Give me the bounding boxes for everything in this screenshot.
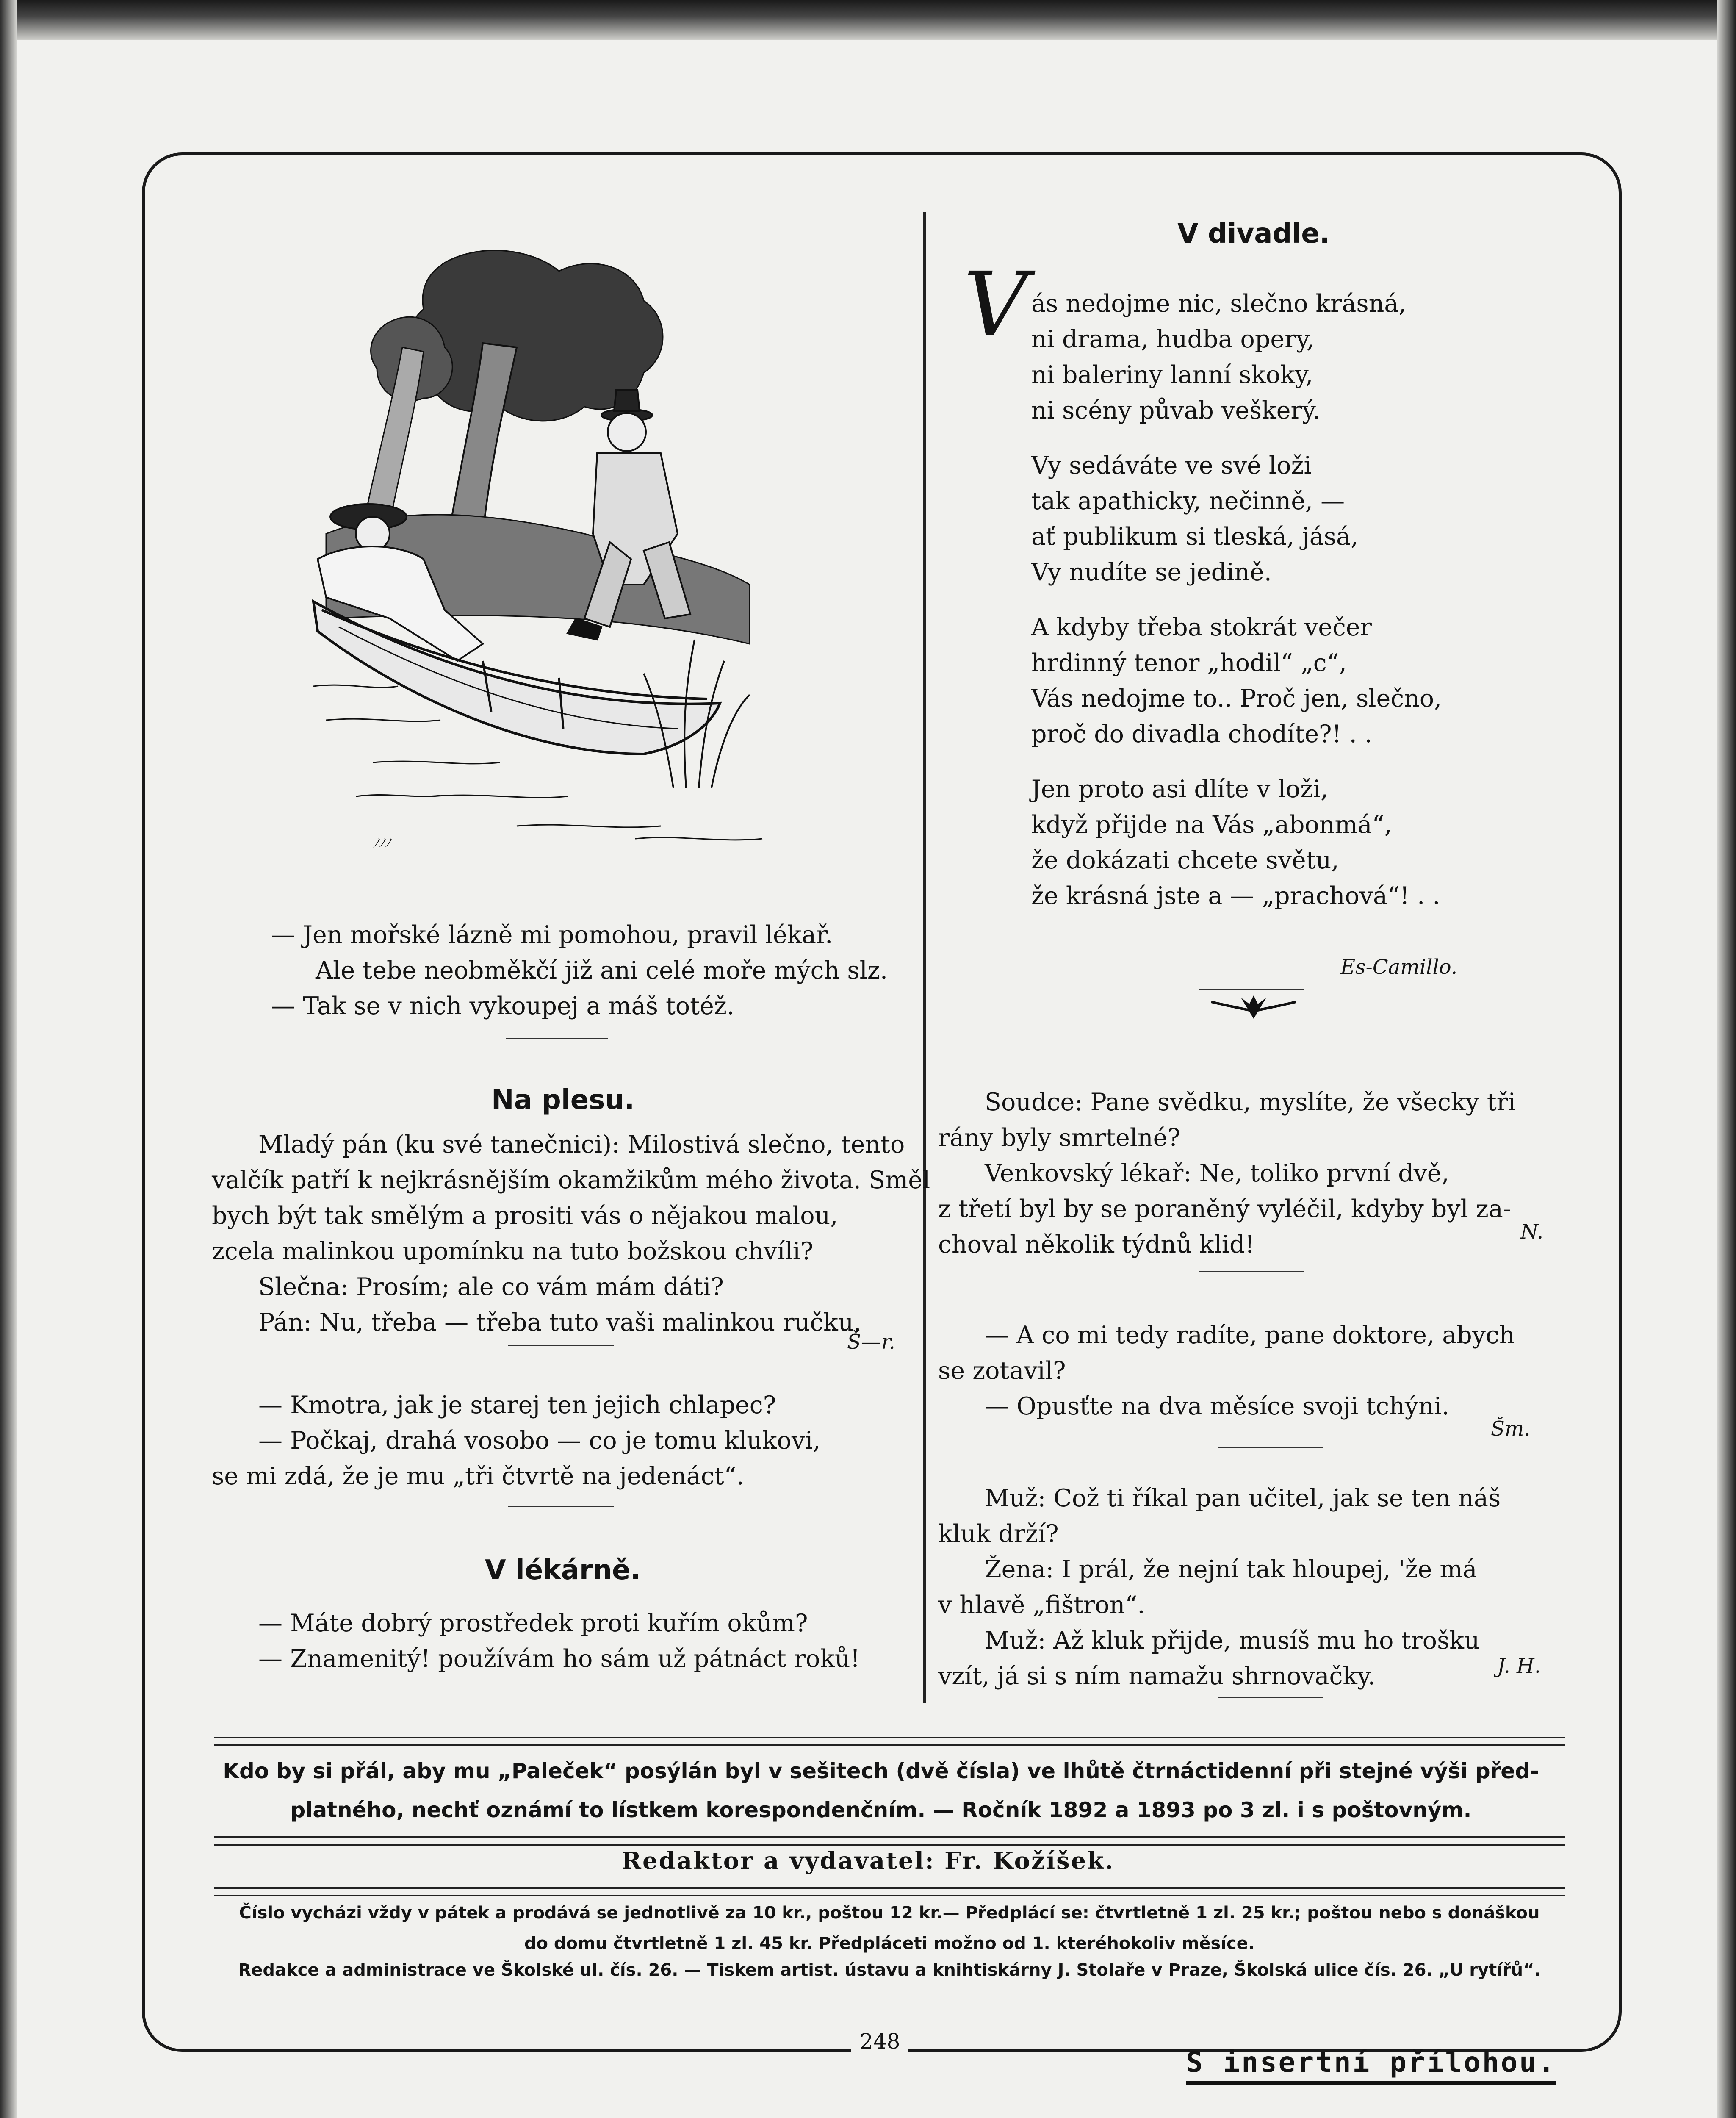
address-line: Redakce a administrace ve Školské ul. čís. 26. — Tiskem artist. ústavu a knihtiskárny J. Stolaře v Praze, Školská ulice čís. 26. „U rytířů“. [238, 1960, 1541, 1980]
text-line: — Znamenitý! používám ho sám už pátnáct roků! [258, 1645, 860, 1673]
poem-line: tak apathicky, nečinně, — [1031, 487, 1345, 515]
poem-line: Vás nedojme to.. Proč jen, slečno, [1031, 685, 1442, 712]
page-number: 248 [851, 2029, 908, 2054]
article-kmotra [212, 1387, 820, 1494]
text-line: zcela malinkou upomínku na tuto božskou chvíli? [212, 1237, 814, 1265]
text-line: vzít, já si s ním namažu shrnovačky. [938, 1662, 1376, 1690]
poem-line: ni scény půvab veškerý. [1031, 396, 1321, 424]
text-line: — Počkaj, drahá vosobo — co je tomu klukovi, [258, 1427, 821, 1455]
editor-line: Redaktor a vydavatel: Fr. Kožíšek. [621, 1847, 1115, 1875]
text-line: Slečna: Prosím; ale co vám mám dáti? [258, 1273, 724, 1301]
signature-sm: Šm. [1491, 1417, 1531, 1441]
poem-line: že krásná jste a — „prachová“! . . [1031, 882, 1440, 910]
text-line: — Máte dobrý prostředek proti kuřím okům? [258, 1609, 808, 1637]
text-line: — Opusťte na dva měsíce svoji tchýni. [985, 1392, 1450, 1420]
artist-signature: ﾉﾉﾉ [373, 836, 391, 850]
illustration-caption [271, 917, 888, 1024]
pricing-info [199, 1898, 1580, 1959]
poem-line: Vy sedáváte ve své loži [1031, 452, 1312, 480]
text-line: v hlavě „fištron“. [938, 1591, 1145, 1619]
text-line: se mi zdá, že je mu „tři čtvrtě na jedenáct“. [212, 1462, 744, 1490]
poem-line: když přijde na Vás „abonmá“, [1031, 811, 1392, 839]
separator [1199, 989, 1304, 990]
separator [506, 1038, 608, 1039]
pricing-line: Číslo vycházi vždy v pátek a prodává se jednotlivě za 10 kr., poštou 12 kr.— Předplácí se: čtvrtletně 1 zl. 25 kr.; poštou nebo s donáškou [239, 1903, 1540, 1923]
heading-na-plesu: Na plesu. [491, 1084, 635, 1116]
text-line: z třetí byl by se poraněný vyléčil, kdyby byl za- [938, 1195, 1512, 1223]
text-line: se zotavil? [938, 1357, 1066, 1385]
text-line: kluk drží? [938, 1520, 1059, 1548]
text-line: Muž: Až kluk přijde, musíš mu ho trošku [985, 1627, 1480, 1655]
separator [1218, 1447, 1323, 1448]
text-line: Muž: Což ti říkal pan učitel, jak se ten náš [985, 1484, 1501, 1512]
decorative-initial: V [964, 253, 1028, 357]
text-line: rány byly smrtelné? [938, 1124, 1180, 1152]
notice-line: Kdo by si přál, aby mu „Paleček“ posýlán byl v sešitech (dvě čísla) ve lhůtě čtrnáctidenní při stejné výši před- [223, 1759, 1539, 1783]
article-na-plesu [212, 1127, 930, 1340]
heading-v-divadle: V divadle. [1177, 218, 1330, 250]
signature-jh: J. H. [1497, 1654, 1541, 1678]
poem-line: Vy nudíte se jedině. [1031, 558, 1272, 586]
column-divider [923, 212, 926, 1703]
ornament-fleuron-icon [1207, 993, 1300, 1023]
boat-couple-illustration [263, 237, 813, 890]
signature-es-camillo: Es-Camillo. [1340, 955, 1458, 979]
poem-line: A kdyby třeba stokrát večer [1031, 613, 1372, 641]
article-ucitel [938, 1480, 1501, 1694]
separator [1199, 1271, 1304, 1272]
double-rule [214, 1836, 1565, 1846]
text-line: valčík patří k nejkrásnějším okamžikům mého života. Směl [212, 1166, 930, 1194]
page-right-shadow [1717, 0, 1736, 2118]
signature-n: N. [1520, 1220, 1544, 1244]
caption-line-1: — Jen mořské lázně mi pomohou, pravil lékař. [271, 921, 833, 949]
poem-line: proč do divadla chodíte?! . . [1031, 720, 1372, 748]
notice-line: platného, nechť oznámí to lístkem korespondenčním. — Ročník 1892 a 1893 po 3 zl. i s poštovným. [290, 1798, 1472, 1822]
signature-na-plesu: Š—r. [847, 1330, 895, 1354]
caption-line-2: Ale tebe neobměkčí již ani celé moře mých slz. [316, 956, 888, 984]
poem-line: ať publikum si tleská, jásá, [1031, 523, 1359, 551]
article-v-lekarne [212, 1605, 860, 1677]
insert-note: S insertní přílohou. [1186, 2046, 1556, 2085]
text-line: Soudce: Pane svědku, myslíte, že všecky tři [985, 1088, 1516, 1116]
article-soudce [938, 1084, 1516, 1262]
text-line: Mladý pán (ku své tanečnici): Milostivá slečno, tento [258, 1131, 905, 1159]
page-left-shadow [0, 0, 17, 2118]
page-top-shadow [0, 0, 1736, 40]
text-line: Venkovský lékař: Ne, toliko první dvě, [985, 1159, 1449, 1187]
separator [508, 1506, 614, 1507]
poem-line: ni drama, hudba opery, [1031, 325, 1315, 353]
text-line: choval několik týdnů klid! [938, 1231, 1255, 1259]
article-doktor [938, 1317, 1515, 1424]
text-line: Pán: Nu, třeba — třeba tuto vaši malinkou ručku. [258, 1309, 861, 1336]
poem-line: Jen proto asi dlíte v loži, [1031, 775, 1329, 803]
text-line: Žena: I prál, že nejní tak hloupej, 'že má [985, 1555, 1477, 1583]
double-rule [214, 1737, 1565, 1746]
double-rule [214, 1887, 1565, 1896]
poem-line: hrdinný tenor „hodil“ „c“, [1031, 649, 1347, 677]
heading-v-lekarne: V lékárně. [485, 1555, 641, 1586]
text-line: bych být tak smělým a prositi vás o nějakou malou, [212, 1202, 838, 1230]
poem-line: že dokázati chcete světu, [1031, 846, 1339, 874]
poem-v-divadle [1031, 286, 1442, 914]
separator [508, 1345, 614, 1346]
subscription-notice [220, 1752, 1542, 1830]
separator [1218, 1697, 1323, 1698]
poem-line: ás nedojme nic, slečno krásná, [1031, 290, 1407, 318]
pricing-line: do domu čtvrtletně 1 zl. 45 kr. Předpláceti možno od 1. kteréhokoliv měsíce. [524, 1934, 1255, 1953]
caption-line-3: — Tak se v nich vykoupej a máš totéž. [271, 992, 734, 1020]
poem-line: ni baleriny lanní skoky, [1031, 361, 1313, 389]
text-line: — Kmotra, jak je starej ten jejich chlapec? [258, 1391, 776, 1419]
text-line: — A co mi tedy radíte, pane doktore, abych [985, 1321, 1515, 1349]
